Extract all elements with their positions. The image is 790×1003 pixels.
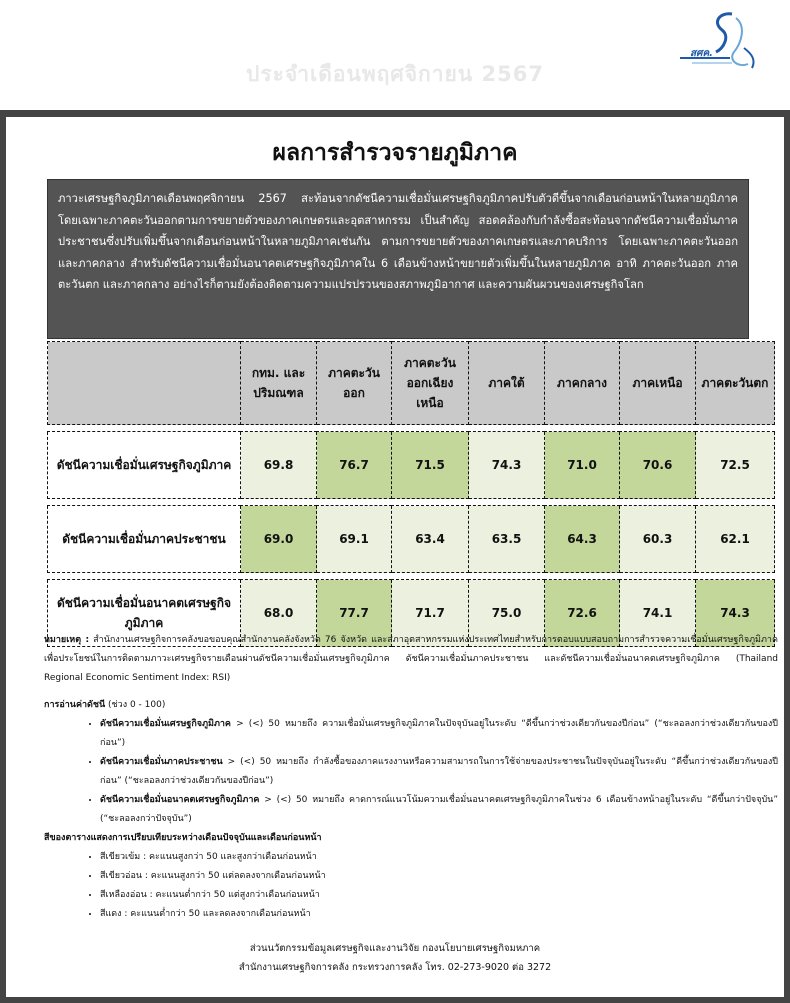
value-cell: 74.3 (469, 432, 545, 499)
logo-text: สศค. (690, 48, 713, 59)
fpo-logo (672, 8, 764, 78)
value-cell: 74.1 (620, 580, 696, 647)
value-cell: 71.7 (392, 580, 469, 647)
value-cell: 71.0 (545, 432, 620, 499)
report-period-title: ประจำเดือนพฤศจิกายน 2567 (246, 62, 544, 86)
table-row (48, 506, 775, 573)
col-header: ภาคใต้ (469, 342, 545, 425)
remark-text: สำนักงานเศรษฐกิจการคลังขอขอบคุณสำนักงานคลังจังหวัด 76 จังหวัด และสภาอุตสาหกรรมแห่งประเทศไทยสำหรับการตอบแบบสอบถามการสำรวจความเชื่อมั่นเศรษฐกิจภูมิภาค เพื่อประโยชน์ในการติดตามภาวะเศรษฐกิจรายเดือนผ่านดัชนีความเชื่อมั่นเศรษฐกิจภูมิภาค ดัชนีความเชื่อมั่นภาคประชาชน และดัชนีความเชื่อมั่นอนาคตเศรษฐกิจภูมิภาค (Thailand Regional Economic Sentiment Index: RSI) (44, 635, 778, 683)
corner-cell (48, 342, 241, 425)
value-cell: 74.3 (696, 580, 775, 647)
footer-line-2: สำนักงานเศรษฐกิจการคลัง กระทรวงการคลัง โทร. 02-273-9020 ต่อ 3272 (238, 962, 552, 973)
col-header: ภาคตะวันตก (696, 342, 775, 425)
remark (44, 631, 778, 688)
reading-list (44, 715, 778, 829)
col-header: กทม. และปริมณฑล (241, 342, 317, 425)
value-cell: 72.6 (545, 580, 620, 647)
notes-section (44, 631, 778, 924)
footer (6, 939, 784, 977)
value-cell: 62.1 (696, 506, 775, 573)
col-header: ภาคตะวันออก (317, 342, 392, 425)
color-legend-list (44, 848, 778, 924)
col-header: ภาคตะวันออกเฉียงเหนือ (392, 342, 469, 425)
summary-box: ภาวะเศรษฐกิจภูมิภาคเดือนพฤศจิกายน 2567 สะท้อนจากดัชนีความเชื่อมั่นเศรษฐกิจภูมิภาคปรับตัวดีขึ้นจากเดือนก่อนหน้าในหลายภูมิภาค โดยเฉพาะภาคตะวันออกตามการขยายตัวของภาคเกษตรและอุตสาหกรรม เป็นสำคัญ สอดคล้องกับกำลังซื้อสะท้อนจากดัชนีความเชื่อมั่นภาคประชาชนซึ่งปรับเพิ่มขึ้นจากเดือนก่อนหน้าในหลายภูมิภาคเช่นกัน ตามการขยายตัวของภาคเกษตรและภาคบริการ โดยเฉพาะภาคตะวันออกและภาคกลาง สำหรับดัชนีความเชื่อมั่นอนาคตเศรษฐกิจภูมิภาคใน 6 เดือนข้างหน้าขยายตัวเพิ่มขึ้นในหลายภูมิภาค อาทิ ภาคตะวันออก ภาคตะวันตก และภาคกลาง อย่างไรก็ตามยังต้องติดตามความแปรปรวนของสภาพภูมิอากาศ และความผันผวนของเศรษฐกิจโลก (47, 179, 749, 339)
list-item: • สีเหลืองอ่อน : คะแนนต่ำกว่า 50 แต่สูงกว่าเดือนก่อนหน้า (100, 886, 778, 905)
value-cell: 63.5 (469, 506, 545, 573)
report-body (6, 117, 784, 997)
value-cell: 72.5 (696, 432, 775, 499)
value-cell: 69.8 (241, 432, 317, 499)
main-title: ผลการสำรวจรายภูมิภาค (272, 140, 518, 166)
col-header: ภาคเหนือ (620, 342, 696, 425)
table-row (48, 432, 775, 499)
value-cell: 71.5 (392, 432, 469, 499)
value-cell: 75.0 (469, 580, 545, 647)
value-cell: 60.3 (620, 506, 696, 573)
table-header-row (48, 342, 775, 425)
value-cell: 76.7 (317, 432, 392, 499)
row-label: ดัชนีความเชื่อมั่นอนาคตเศรษฐกิจภูมิภาค (48, 580, 241, 647)
report-frame (0, 110, 790, 1003)
value-cell: 69.0 (241, 506, 317, 573)
row-label: ดัชนีความเชื่อมั่นเศรษฐกิจภูมิภาค (48, 432, 241, 499)
list-item: • ดัชนีความเชื่อมั่นภาคประชาชน > (<) 50 หมายถึง กำลังซื้อของภาคแรงงานหรือความสามารถในการใช้จ่ายของประชาชนในปัจจุบันอยู่ในระดับ “ดีขึ้นกว่าช่วงเดียวกันของปีก่อน” (“ชะลอลงกว่าช่วงเดียวกันของปีก่อน”) (100, 753, 778, 791)
remark-label: หมายเหตุ : (44, 635, 90, 645)
value-cell: 69.1 (317, 506, 392, 573)
col-header: ภาคกลาง (545, 342, 620, 425)
rsi-table (47, 341, 775, 647)
color-legend-title: สีของตารางแสดงการเปรียบเทียบระหว่างเดือนปัจจุบันและเดือนก่อนหน้า (44, 833, 322, 843)
value-cell: 68.0 (241, 580, 317, 647)
value-cell: 70.6 (620, 432, 696, 499)
reading-title: การอ่านค่าดัชนี (ช่วง 0 - 100) (44, 700, 166, 710)
list-item: • ดัชนีความเชื่อมั่นอนาคตเศรษฐกิจภูมิภาค > (<) 50 หมายถึง คาดการณ์แนวโน้มความเชื่อมั่นอนาคตเศรษฐกิจภูมิภาคในช่วง 6 เดือนข้างหน้าอยู่ในระดับ “ดีขึ้นกว่าปัจจุบัน” (“ชะลอลงกว่าปัจจุบัน”) (100, 791, 778, 829)
row-label: ดัชนีความเชื่อมั่นภาคประชาชน (48, 506, 241, 573)
list-item: • สีเขียวเข้ม : คะแนนสูงกว่า 50 และสูงกว่าเดือนก่อนหน้า (100, 848, 778, 867)
value-cell: 77.7 (317, 580, 392, 647)
list-item: • ดัชนีความเชื่อมั่นเศรษฐกิจภูมิภาค > (<) 50 หมายถึง ความเชื่อมั่นเศรษฐกิจภูมิภาคในปัจจุบันอยู่ในระดับ “ดีขึ้นกว่าช่วงเดียวกันของปีก่อน” (“ชะลอลงกว่าช่วงเดียวกันของปีก่อน”) (100, 715, 778, 753)
list-item: • สีเขียวอ่อน : คะแนนสูงกว่า 50 แต่ลดลงจากเดือนก่อนหน้า (100, 867, 778, 886)
footer-line-1: ส่วนนวัตกรรมข้อมูลเศรษฐกิจและงานวิจัย กองนโยบายเศรษฐกิจมหภาค (249, 943, 541, 954)
value-cell: 63.4 (392, 506, 469, 573)
value-cell: 64.3 (545, 506, 620, 573)
list-item: • สีแดง : คะแนนต่ำกว่า 50 และลดลงจากเดือนก่อนหน้า (100, 905, 778, 924)
